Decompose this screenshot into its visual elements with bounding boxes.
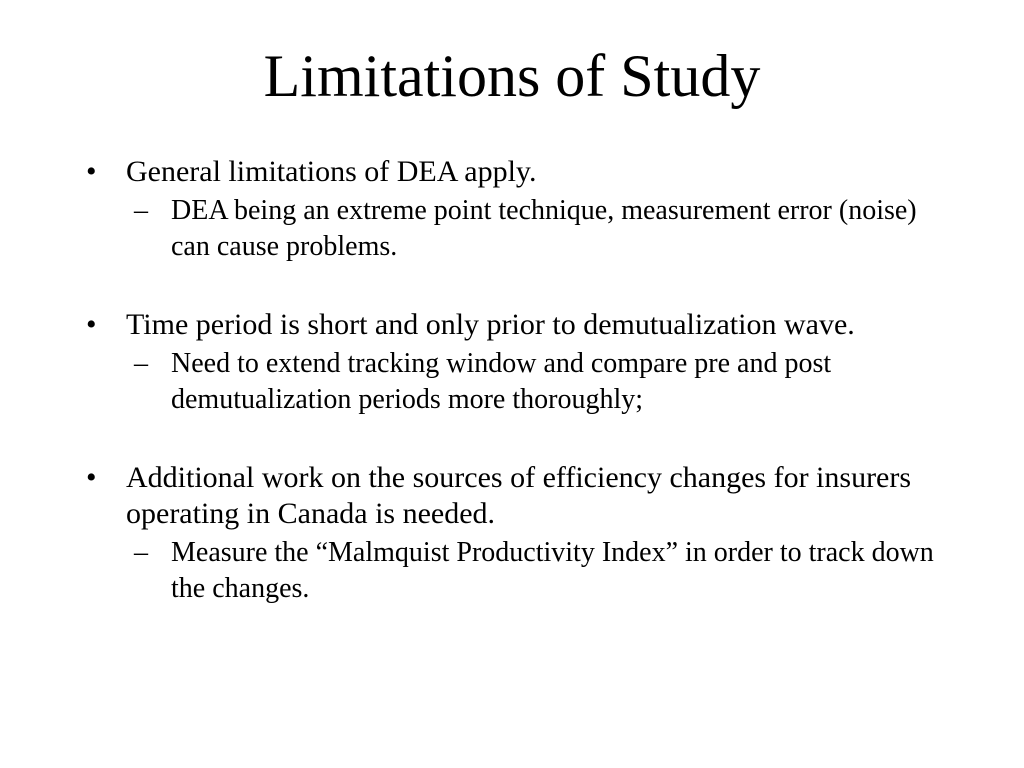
- bullet-item: [86, 307, 936, 343]
- bullet-marker: •: [86, 155, 97, 188]
- bullet-group-3: [86, 460, 936, 607]
- sub-bullet-text: Need to extend tracking window and compare pre and post demutualization periods more thoroughly;: [171, 348, 832, 415]
- bullet-group-1: [86, 154, 936, 265]
- bullet-item: [86, 154, 936, 190]
- slide-title: Limitations of Study: [263, 43, 761, 109]
- bullet-list: [86, 154, 936, 649]
- bullet-marker: •: [86, 308, 97, 341]
- bullet-item: [86, 460, 936, 532]
- bullet-text: General limitations of DEA apply.: [126, 155, 537, 188]
- sub-bullet-marker: –: [134, 537, 148, 568]
- sub-bullet-text: DEA being an extreme point technique, measurement error (noise) can cause problems.: [171, 195, 917, 262]
- bullet-text: Time period is short and only prior to demutualization wave.: [126, 308, 855, 341]
- bullet-group-2: [86, 307, 936, 418]
- sub-bullet-item: [86, 535, 936, 607]
- bullet-marker: •: [86, 461, 97, 494]
- bullet-text: Additional work on the sources of efficiency changes for insurers operating in Canada is needed.: [126, 461, 912, 530]
- sub-bullet-item: [86, 193, 936, 265]
- sub-bullet-marker: –: [134, 195, 148, 226]
- sub-bullet-text: Measure the “Malmquist Productivity Index” in order to track down the changes.: [171, 537, 934, 604]
- sub-bullet-item: [86, 346, 936, 418]
- sub-bullet-marker: –: [134, 348, 148, 379]
